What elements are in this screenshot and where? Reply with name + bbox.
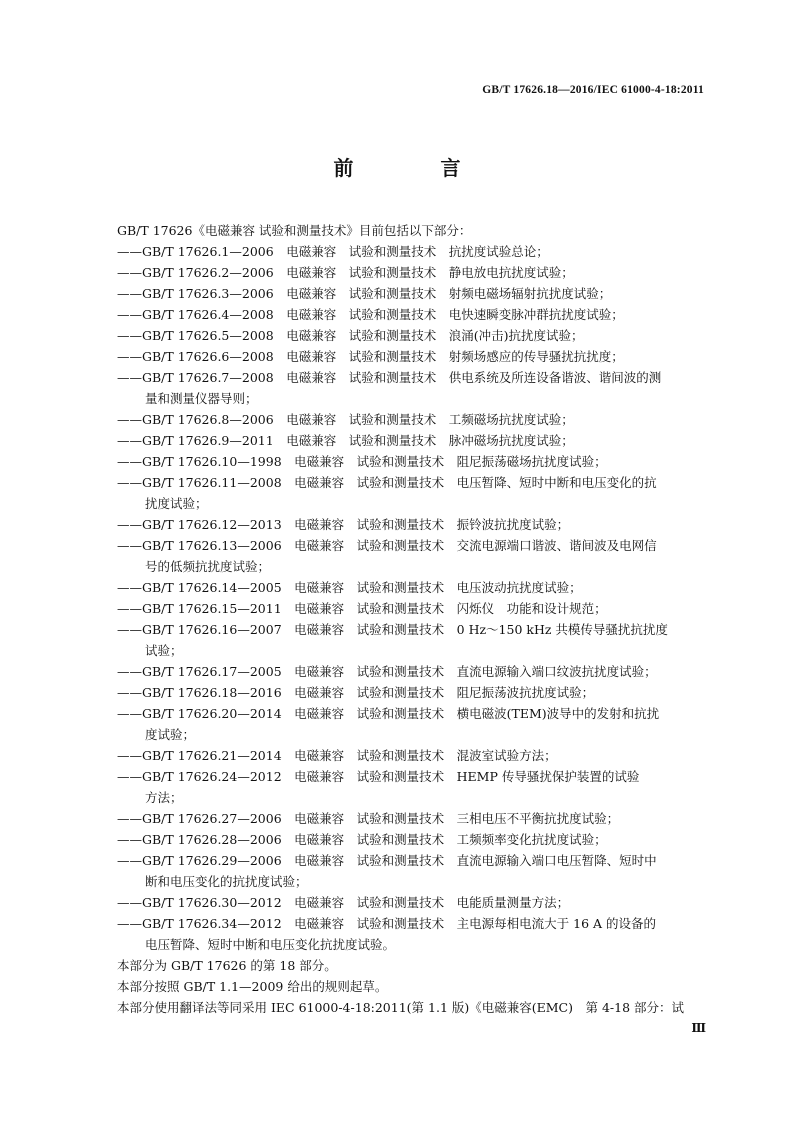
list-item: [117, 241, 707, 262]
list-item: [117, 283, 707, 304]
list-item: [117, 913, 707, 955]
document-header: GB/T 17626.18—2016/IEC 61000-4-18:2011: [482, 84, 704, 96]
list-item: [117, 745, 707, 766]
list-item-text: ——GB/T 17626.15—2011 电磁兼容 试验和测量技术 闪烁仪 功能和设计规范；: [117, 601, 607, 616]
list-item-text: ——GB/T 17626.4—2008 电磁兼容 试验和测量技术 电快速瞬变脉冲群抗扰度试验；: [117, 307, 624, 322]
page-number: Ⅲ: [691, 1021, 706, 1035]
list-item-text: ——GB/T 17626.30—2012 电磁兼容 试验和测量技术 电能质量测量方法；: [117, 895, 570, 910]
list-item-text: ——GB/T 17626.11—2008 电磁兼容 试验和测量技术 电压暂降、短时中断和电压变化的抗: [117, 475, 657, 490]
list-item: [117, 766, 707, 808]
document-body: [117, 220, 707, 1018]
list-item: [117, 808, 707, 829]
list-item: [117, 598, 707, 619]
list-item-text: ——GB/T 17626.18—2016 电磁兼容 试验和测量技术 阻尼振荡波抗扰度试验；: [117, 685, 595, 700]
list-item: [117, 661, 707, 682]
list-item-text: ——GB/T 17626.12—2013 电磁兼容 试验和测量技术 振铃波抗扰度试验；: [117, 517, 570, 532]
list-item-text: ——GB/T 17626.28—2006 电磁兼容 试验和测量技术 工频频率变化抗扰度试验；: [117, 832, 607, 847]
list-item-text: ——GB/T 17626.3—2006 电磁兼容 试验和测量技术 射频电磁场辐射抗扰度试验；: [117, 286, 612, 301]
list-item-text: ——GB/T 17626.9—2011 电磁兼容 试验和测量技术 脉冲磁场抗扰度试验；: [117, 433, 574, 448]
list-item: [117, 892, 707, 913]
list-item-text: ——GB/T 17626.10—1998 电磁兼容 试验和测量技术 阻尼振荡磁场抗扰度试验；: [117, 454, 607, 469]
list-item: [117, 535, 707, 577]
list-item: [117, 304, 707, 325]
list-item-text: ——GB/T 17626.6—2008 电磁兼容 试验和测量技术 射频场感应的传导骚扰抗扰度；: [117, 349, 624, 364]
list-item: [117, 514, 707, 535]
list-item-text: ——GB/T 17626.8—2006 电磁兼容 试验和测量技术 工频磁场抗扰度试验；: [117, 412, 574, 427]
list-item-continuation: 断和电压变化的抗扰度试验；: [145, 874, 308, 889]
list-item-continuation: 扰度试验；: [145, 496, 208, 511]
paragraph-part-number: 本部分为 GB/T 17626 的第 18 部分。: [117, 958, 337, 973]
list-item-text: ——GB/T 17626.2—2006 电磁兼容 试验和测量技术 静电放电抗扰度试验；: [117, 265, 574, 280]
parts-list: [117, 241, 707, 955]
list-item: [117, 472, 707, 514]
list-item: [117, 262, 707, 283]
list-item-text: ——GB/T 17626.29—2006 电磁兼容 试验和测量技术 直流电源输入端口电压暂降、短时中: [117, 853, 657, 868]
list-item: [117, 829, 707, 850]
list-item: [117, 577, 707, 598]
paragraph-drafting-rules: 本部分按照 GB/T 1.1—2009 给出的规则起草。: [117, 979, 388, 994]
list-item-continuation: 方法；: [145, 790, 183, 805]
list-item: [117, 619, 707, 661]
list-item-text: ——GB/T 17626.5—2008 电磁兼容 试验和测量技术 浪涌(冲击)抗扰度试验；: [117, 328, 584, 343]
list-item-continuation: 试验；: [145, 643, 183, 658]
page-title: 前 言: [333, 156, 501, 180]
list-item: [117, 325, 707, 346]
intro-paragraph: GB/T 17626《电磁兼容 试验和测量技术》目前包括以下部分：: [117, 223, 472, 238]
list-item-text: ——GB/T 17626.14—2005 电磁兼容 试验和测量技术 电压波动抗扰度试验；: [117, 580, 582, 595]
list-item-text: ——GB/T 17626.20—2014 电磁兼容 试验和测量技术 横电磁波(TEM)波导中的发射和抗扰: [117, 706, 660, 721]
list-item-continuation: 电压暂降、短时中断和电压变化抗扰度试验。: [145, 937, 396, 952]
list-item-text: ——GB/T 17626.21—2014 电磁兼容 试验和测量技术 混波室试验方法；: [117, 748, 557, 763]
list-item: [117, 367, 707, 409]
list-item: [117, 409, 707, 430]
list-item: [117, 346, 707, 367]
list-item-text: ——GB/T 17626.13—2006 电磁兼容 试验和测量技术 交流电源端口谐波、谐间波及电网信: [117, 538, 657, 553]
list-item: [117, 850, 707, 892]
list-item: [117, 451, 707, 472]
list-item-text: ——GB/T 17626.7—2008 电磁兼容 试验和测量技术 供电系统及所连设备谐波、谐间波的测: [117, 370, 662, 385]
list-item-text: ——GB/T 17626.34—2012 电磁兼容 试验和测量技术 主电源每相电流大于 16 A 的设备的: [117, 916, 657, 931]
list-item-continuation: 度试验；: [145, 727, 196, 742]
list-item-text: ——GB/T 17626.24—2012 电磁兼容 试验和测量技术 HEMP 传导骚扰保护装置的试验: [117, 769, 640, 784]
list-item-text: ——GB/T 17626.17—2005 电磁兼容 试验和测量技术 直流电源输入端口纹波抗扰度试验；: [117, 664, 657, 679]
list-item-text: ——GB/T 17626.27—2006 电磁兼容 试验和测量技术 三相电压不平衡抗扰度试验；: [117, 811, 620, 826]
list-item: [117, 430, 707, 451]
paragraph-translation: 本部分使用翻译法等同采用 IEC 61000-4-18:2011(第 1.1 版)《电磁兼容(EMC) 第 4-18 部分：试: [117, 1000, 685, 1015]
list-item-text: ——GB/T 17626.16—2007 电磁兼容 试验和测量技术 0 Hz～150 kHz 共模传导骚扰抗扰度: [117, 622, 668, 637]
list-item-text: ——GB/T 17626.1—2006 电磁兼容 试验和测量技术 抗扰度试验总论；: [117, 244, 549, 259]
list-item: [117, 682, 707, 703]
list-item-continuation: 号的低频抗扰度试验；: [145, 559, 271, 574]
list-item-continuation: 量和测量仪器导则；: [145, 391, 258, 406]
list-item: [117, 703, 707, 745]
